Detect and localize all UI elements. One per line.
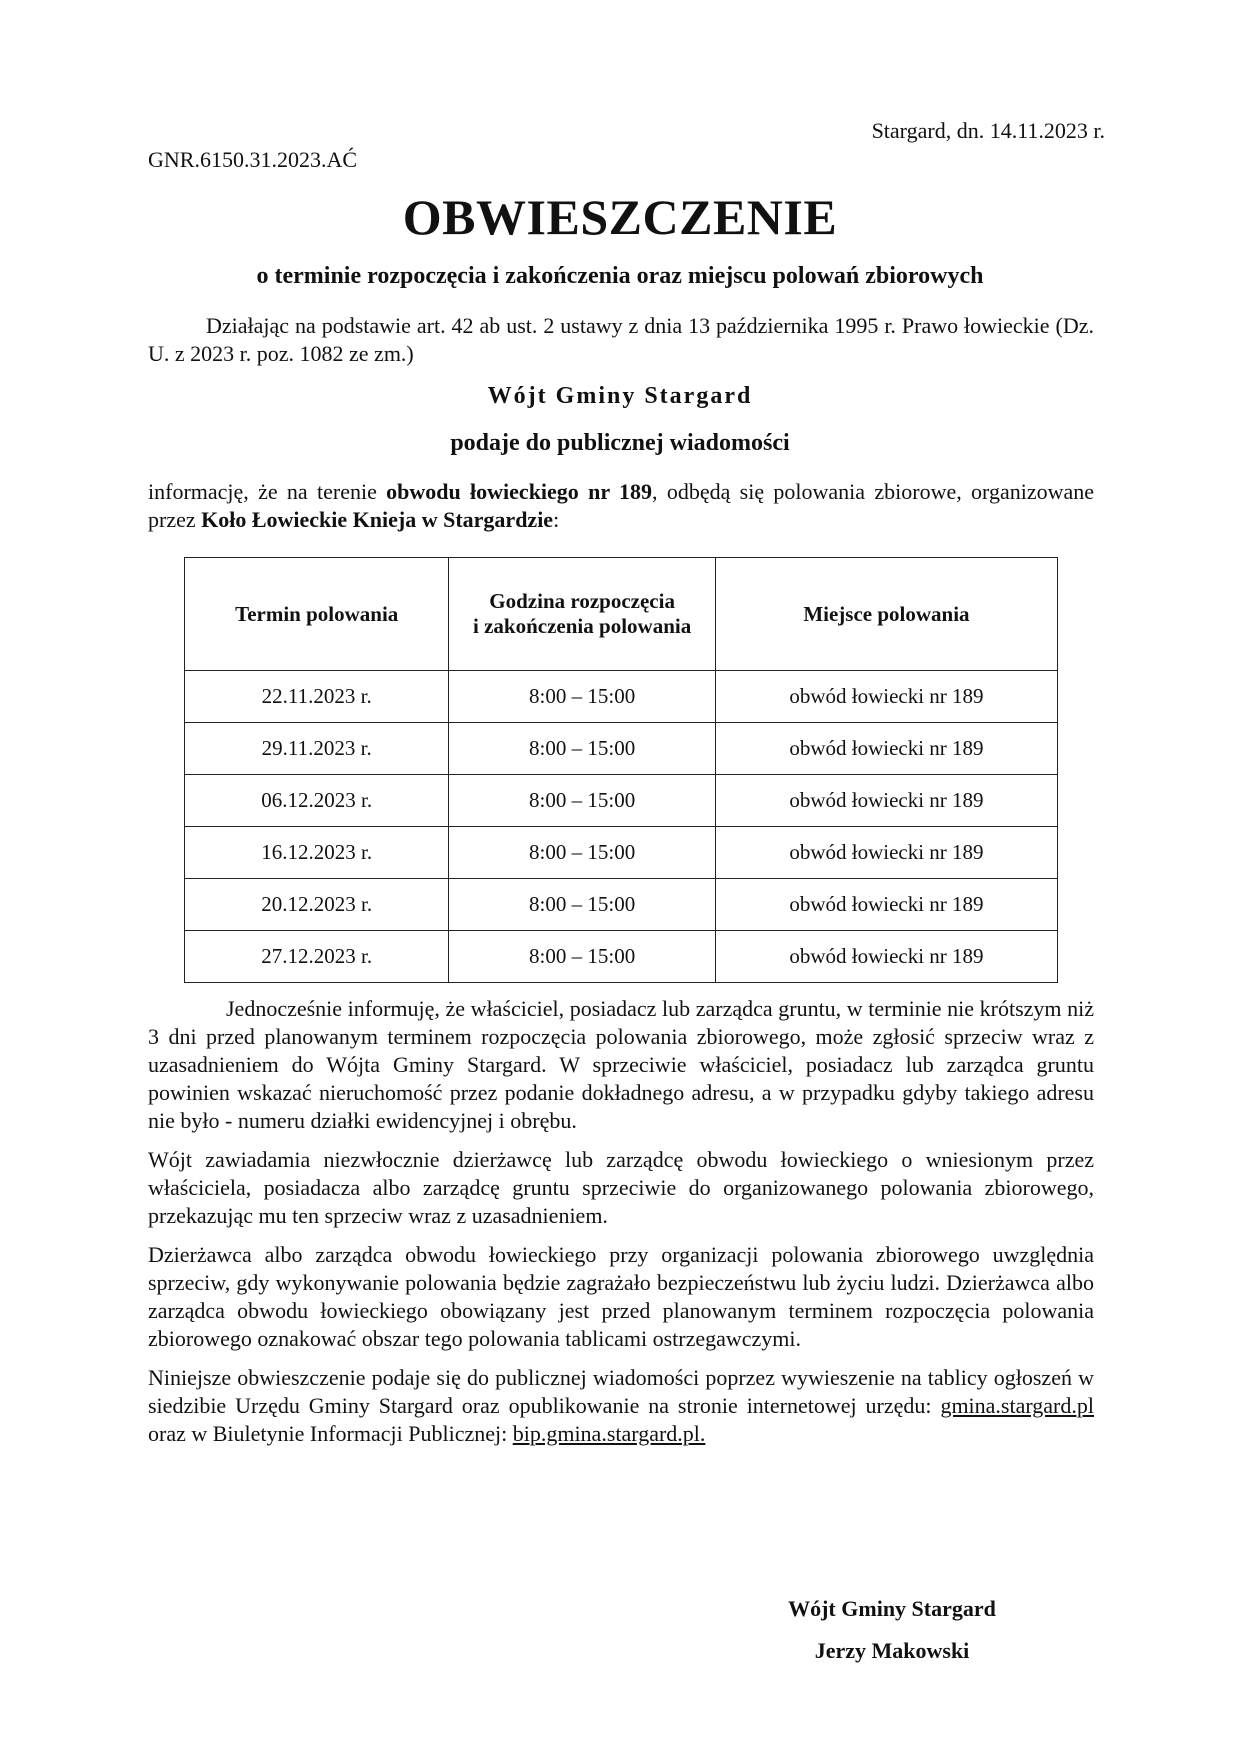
legal-basis: Działając na podstawie art. 42 ab ust. 2 ustawy z dnia 13 października 1995 r. Prawo łowieckie (Dz. U. z 2023 r. poz. 1082 ze zm.) [148, 313, 1094, 366]
hunt-place-cell: obwód łowiecki nr 189 [715, 671, 1057, 723]
hunt-date-cell: 16.12.2023 r. [185, 827, 449, 879]
table-row [185, 723, 1058, 775]
hunt-date-cell: 22.11.2023 r. [185, 671, 449, 723]
info-text: informację, że na terenie [148, 479, 387, 504]
document-subtitle: o terminie rozpoczęcia i zakończenia oraz miejscu polowań zbiorowych [256, 263, 984, 289]
header-hunt-date: Termin polowania [185, 558, 449, 671]
organizer-name: Koło Łowieckie Knieja w Stargardzie [201, 507, 554, 532]
header-hours-line2: i zakończenia polowania [473, 614, 692, 638]
signature-name: Jerzy Makowski [814, 1638, 970, 1663]
publication-text: oraz w Biuletynie Informacji Publicznej: [148, 1421, 513, 1446]
hunt-date-cell: 06.12.2023 r. [185, 775, 449, 827]
table-row [185, 879, 1058, 931]
table-row [185, 775, 1058, 827]
hunt-date-cell: 20.12.2023 r. [185, 879, 449, 931]
notification-paragraph: Wójt zawiadamia niezwłocznie dzierżawcę lub zarządcę obwodu łowieckiego o wniesionym przez właściciela, posiadacza albo zarządcę gruntu sprzeciwie do organizowanego polowania zbiorowego, przekazując mu ten sprzeciw wraz z uzasadnieniem. [148, 1147, 1094, 1228]
info-paragraph [148, 478, 1094, 534]
hunting-district: obwodu łowieckiego nr 189 [386, 479, 653, 504]
hunt-date-cell: 29.11.2023 r. [185, 723, 449, 775]
document-title: OBWIESZCZENIE [402, 189, 838, 245]
hunt-place-cell: obwód łowiecki nr 189 [715, 723, 1057, 775]
publication-paragraph [148, 1364, 1094, 1448]
body-paragraphs [148, 995, 1094, 1459]
signature-title: Wójt Gminy Stargard [788, 1596, 996, 1621]
header-hunt-hours [449, 558, 715, 671]
hunt-time-cell: 8:00 – 15:00 [449, 827, 715, 879]
hunt-place-cell: obwód łowiecki nr 189 [715, 827, 1057, 879]
hunt-date-cell: 27.12.2023 r. [185, 931, 449, 983]
bip-link[interactable]: bip.gmina.stargard.pl. [512, 1421, 706, 1446]
issuing-authority: Wójt Gminy Stargard [487, 383, 753, 409]
safety-paragraph: Dzierżawca albo zarządca obwodu łowieckiego przy organizacji polowania zbiorowego uwzględnia sprzeciw, gdy wykonywanie polowania będzie zagrażało bezpieczeństwu lub życiu ludzi. Dzierżawca albo zarządca obwodu łowieckiego obowiązany jest przed planowanym terminem rozpoczęcia polowania zbiorowego oznakować obszar tego polowania tablicami ostrzegawczymi. [148, 1242, 1094, 1351]
table-row [185, 671, 1058, 723]
reference-number: GNR.6150.31.2023.AĆ [148, 147, 358, 172]
table-row [185, 827, 1058, 879]
header-hours-line1: Godzina rozpoczęcia [489, 589, 675, 613]
table-header-row [185, 558, 1058, 671]
info-text: : [553, 507, 560, 532]
header-hunt-place: Miejsce polowania [715, 558, 1057, 671]
hunt-place-cell: obwód łowiecki nr 189 [715, 931, 1057, 983]
hunt-time-cell: 8:00 – 15:00 [449, 879, 715, 931]
hunt-time-cell: 8:00 – 15:00 [449, 775, 715, 827]
publication-text: Niniejsze obwieszczenie podaje się do publicznej wiadomości poprzez wywieszenie na tablicy ogłoszeń w siedzibie Urzędu Gminy Stargard oraz opublikowanie na stronie internetowej urzędu: [148, 1365, 1094, 1418]
hunt-time-cell: 8:00 – 15:00 [449, 723, 715, 775]
hunt-schedule-table [184, 557, 1058, 983]
hunt-time-cell: 8:00 – 15:00 [449, 931, 715, 983]
document-date: Stargard, dn. 14.11.2023 r. [871, 118, 1105, 143]
hunt-time-cell: 8:00 – 15:00 [449, 671, 715, 723]
table-row [185, 931, 1058, 983]
hunt-place-cell: obwód łowiecki nr 189 [715, 775, 1057, 827]
hunt-place-cell: obwód łowiecki nr 189 [715, 879, 1057, 931]
objection-info-paragraph: Jednocześnie informuję, że właściciel, posiadacz lub zarządca gruntu, w terminie nie krótszym niż 3 dni przed planowanym terminem rozpoczęcia polowania zbiorowego, może zgłosić sprzeciw wraz z uzasadnieniem do Wójta Gminy Stargard. W sprzeciwie właściciel, posiadacz lub zarządca gruntu powinien wskazać nieruchomość przez podanie dokładnego adresu, a w przypadku gdyby takiego adresu nie było - numeru działki ewidencyjnej i obrębu. [148, 996, 1094, 1133]
website-link[interactable]: gmina.stargard.pl [940, 1393, 1094, 1418]
info-text: , odbędą się polowania zbiorowe, organizowane przez [148, 479, 1095, 532]
announcement-line: podaje do publicznej wiadomości [450, 430, 790, 456]
